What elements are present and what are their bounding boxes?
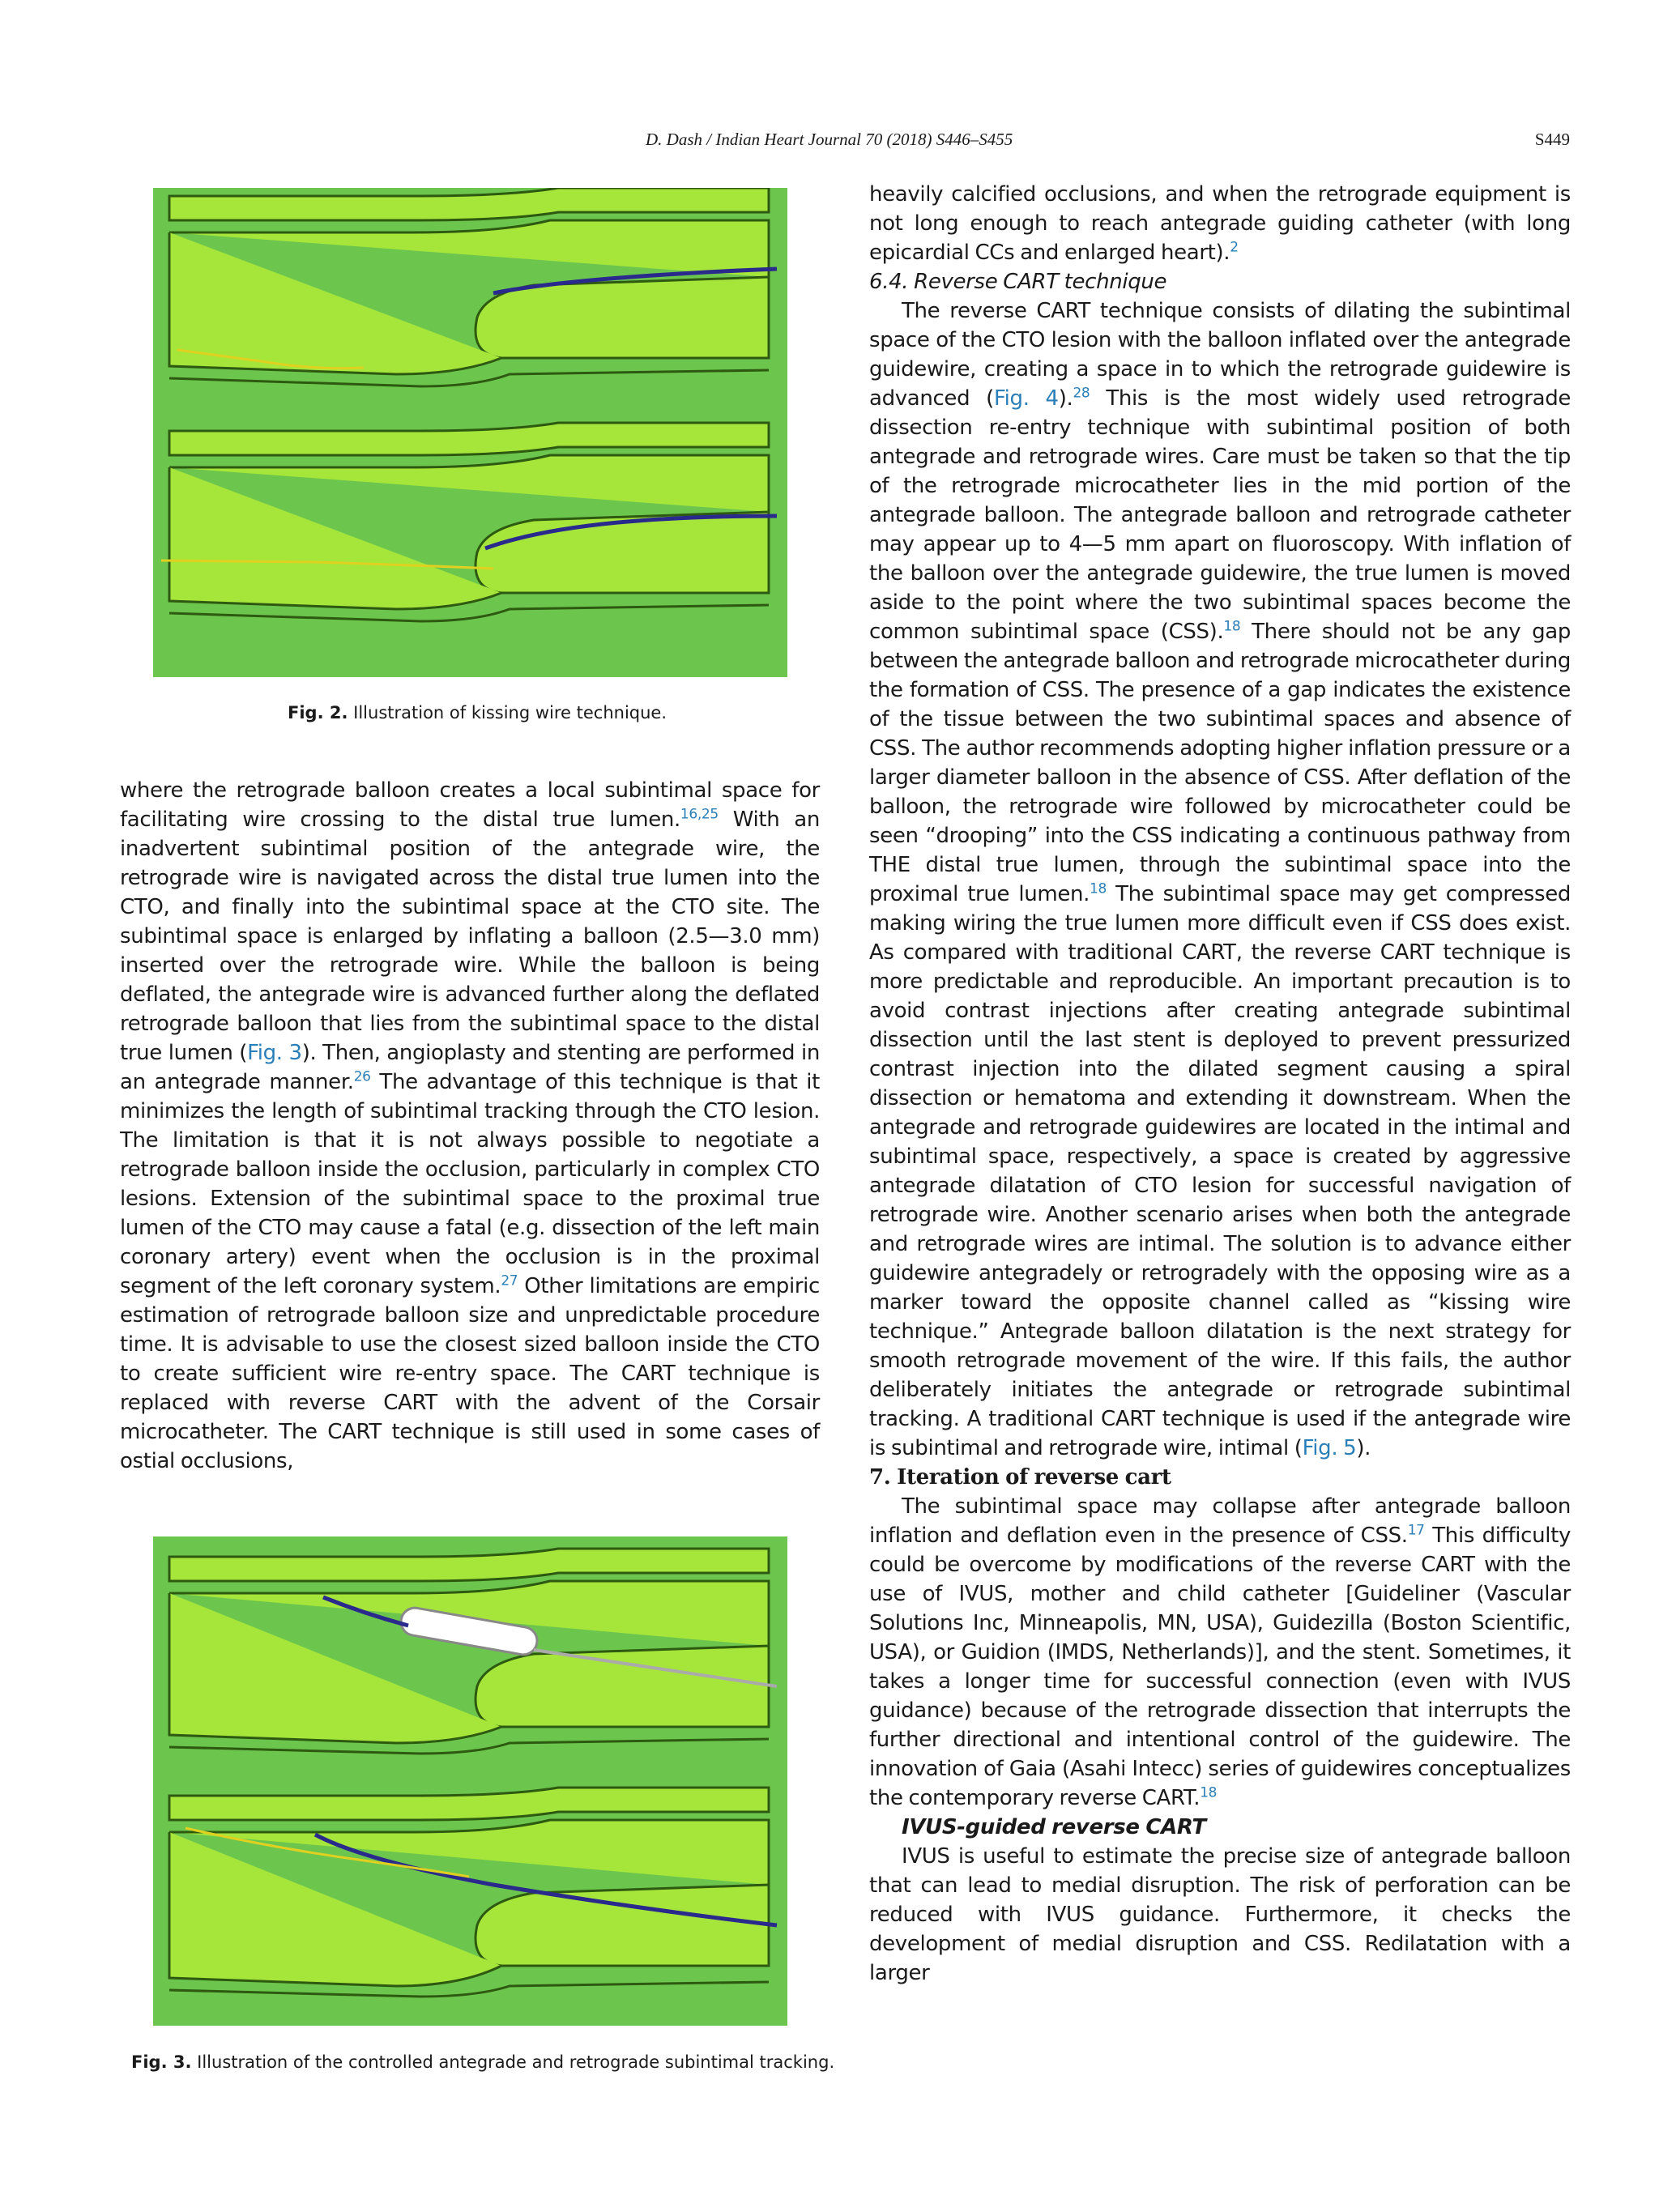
text-run: The subintimal space may collapse after antegrade balloon inflation and deflation even in the presence of CSS. [869, 1494, 1571, 1548]
citation-link[interactable]: 28 [1073, 385, 1090, 402]
text-run: ). [1058, 386, 1073, 411]
text-run: Other limitations are empiric estimation of retrograde balloon size and unpredictable procedure time. It is advisable to use the closest sized balloon inside the CTO to create sufficient wire re-entry space. The CART technique is replaced with reverse CART with the advent of the Corsair microcatheter. The CART technique is still used in some cases of ostial occlusions, [120, 1274, 820, 1473]
text-run: heavily calcified occlusions, and when the retrograde equipment is not long enough to reach antegrade guiding catheter (with long epicardial CCs and enlarged heart). [869, 182, 1571, 265]
journal-citation: D. Dash / Indian Heart Journal 70 (2018) S446–S455 [646, 130, 1013, 149]
citation-link[interactable]: 2 [1230, 239, 1239, 256]
text-run: where the retrograde balloon creates a local subintimal space for facilitating wire crossing to the distal true lumen. [120, 778, 820, 832]
figure-3-caption [131, 2052, 834, 2072]
text-run: This is the most widely used retrograde dissection re-entry technique with subintimal position of both antegrade and retrograde wires. Care must be taken so that the tip of the retrograde microcatheter lies in the mid portion of the antegrade balloon. The antegrade balloon and retrograde catheter may appear up to 4—5 mm apart on fluoroscopy. With inflation of the balloon over the antegrade guidewire, the true lumen is moved aside to the point where the two subintimal spaces become the common subintimal space (CSS). [869, 386, 1571, 644]
figure-2-label: Fig. 2. [288, 703, 348, 722]
section-heading: 7. Iteration of reverse cart [869, 1465, 1171, 1490]
figure-3-label: Fig. 3. [131, 2052, 192, 2072]
body-paragraph [869, 296, 1571, 1463]
text-run: There should not be any gap between the antegrade balloon and retrograde microcatheter during the formation of CSS. The presence of a gap indicates the existence of the tissue between the two subintimal spaces and absence of CSS. The author recommends adopting higher inflation pressure or a larger diameter balloon in the absence of CSS. After deflation of the balloon, the retrograde wire followed by microcatheter could be seen “drooping” into the CSS indicating a continuous pathway from THE distal true lumen, through the subintimal space into the proximal true lumen. [869, 620, 1572, 906]
text-run: ). Then, angioplasty and stenting are performed in an antegrade manner. [120, 1041, 820, 1094]
running-header [0, 130, 1659, 156]
citation-link[interactable]: 18 [1090, 880, 1107, 897]
figure-4-link[interactable]: Fig. 4 [993, 386, 1059, 411]
figure-3-caption-text: Illustration of the controlled antegrade and retrograde subintimal tracking. [197, 2052, 835, 2072]
citation-link[interactable]: 17 [1407, 1522, 1425, 1539]
text-run: The subintimal space may get compressed making wiring the true lumen more difficult even if CSS does exist. As compared with traditional CART, the reverse CART technique is more predictable and reproducible. An important precaution is to avoid contrast injections after creating antegrade subintimal dissection until the last stent is deployed to prevent pressurized contrast injection into the dilated segment causing a spiral dissection or hematoma and extending it downstream. When the antegrade and retrograde guidewires are located in the intimal and subintimal space, respectively, a space is created by aggressive antegrade dilatation of CTO lesion for successful navigation of retrograde wire. Another scenario arises when both the antegrade and retrograde wires are intimal. The solution is to advance either guidewire antegradely or retrogradely with the opposing wire as a marker toward the opposite channel called as “kissing wire technique.” Antegrade balloon dilatation is the next strategy for smooth retrograde movement of the wire. If this fails, the author deliberately initiates the antegrade or retrograde subintimal tracking. A traditional CART technique is used if the antegrade wire is subintimal and retrograde wire, intimal ( [869, 882, 1571, 1460]
text-run: This difficulty could be overcome by modifications of the reverse CART with the use of IVUS, mother and child catheter [Guideliner (Vascular Solutions Inc, Minneapolis, MN, USA), Guidezilla (Boston Scientific, USA), or Guidion (IMDS, Netherlands)], and the stent. Sometimes, it takes a longer time for successful connection (even with IVUS guidance) because of the retrograde dissection that interrupts the further directional and intentional control of the guidewire. The innovation of Gaia (Asahi Intecc) series of guidewires conceptualizes the contemporary reverse CART. [869, 1524, 1571, 1810]
body-paragraph [869, 180, 1571, 267]
text-run: With an inadvertent subintimal position of the antegrade wire, the retrograde wire is navigated across the distal true lumen into the CTO, and finally into the subintimal space at the CTO site. The subintimal space is enlarged by inflating a balloon (2.5—3.0 mm) inserted over the retrograde wire. While the balloon is being deflated, the antegrade wire is advanced further along the deflated retrograde balloon that lies from the subintimal space to the distal true lumen ( [120, 808, 820, 1065]
body-paragraph: IVUS is useful to estimate the precise size of antegrade balloon that can lead to medial disruption. The risk of perforation can be reduced with IVUS guidance. Furthermore, it checks the development of medial disruption and CSS. Redilatation with a larger [869, 1844, 1571, 1985]
page-number: S449 [1534, 130, 1570, 149]
citation-link[interactable]: 27 [501, 1272, 518, 1289]
figure-3-link[interactable]: Fig. 3 [247, 1041, 302, 1065]
text-run: The reverse CART technique consists of dilating the subintimal space of the CTO lesion with the balloon inflated over the antegrade guidewire, creating a space in to which the retrograde guidewire is advanced ( [869, 299, 1571, 411]
citation-link[interactable]: 26 [353, 1068, 371, 1085]
citation-link[interactable]: 18 [1200, 1784, 1218, 1801]
figure-2-caption-text: Illustration of kissing wire technique. [353, 703, 667, 722]
run-in-heading: IVUS-guided reverse CART [902, 1815, 1206, 1839]
subsection-heading: 6.4. Reverse CART technique [869, 270, 1167, 294]
citation-link[interactable]: 18 [1223, 618, 1241, 635]
text-run: ). [1356, 1436, 1371, 1460]
figure-2-image [153, 188, 787, 677]
figure-5-link[interactable]: Fig. 5 [1302, 1436, 1357, 1460]
figure-3-image [153, 1536, 787, 2026]
left-column [120, 776, 820, 1476]
body-paragraph [120, 776, 820, 1476]
text-run: The advantage of this technique is that it minimizes the length of subintimal tracking through the CTO lesion. The limitation is that it is not always possible to negotiate a retrograde balloon inside the occlusion, particularly in complex CTO lesions. Extension of the subintimal space to the proximal true lumen of the CTO may cause a fatal (e.g. dissection of the left main coronary artery) event when the occlusion is in the proximal segment of the left coronary system. [120, 1070, 820, 1298]
right-column [869, 180, 1571, 1988]
citation-link[interactable]: 16,25 [680, 806, 719, 823]
body-paragraph [869, 1492, 1571, 1813]
figure-2-caption [288, 703, 667, 722]
